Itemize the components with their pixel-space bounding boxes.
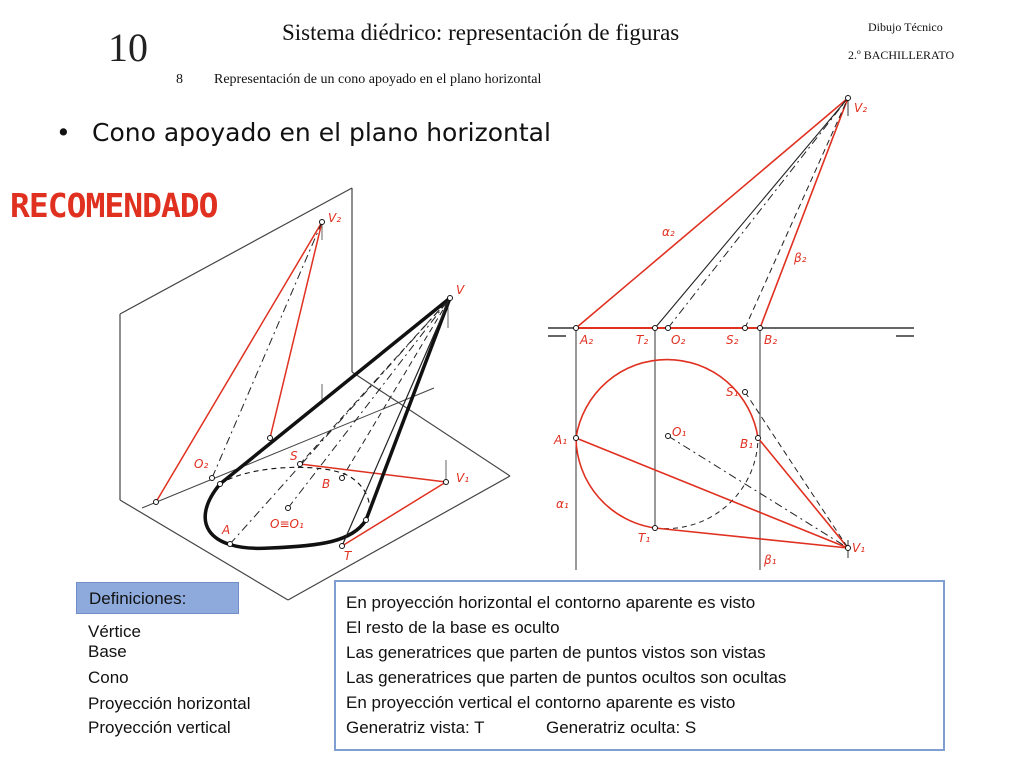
label-left-t: T bbox=[344, 549, 352, 563]
label-right-a2: A₂ bbox=[580, 333, 594, 347]
label-left-o-o1: O≡O₁ bbox=[270, 517, 304, 531]
label-right-b2: B₂ bbox=[764, 333, 778, 347]
label-left-o2: O₂ bbox=[194, 457, 209, 471]
slide-number: 10 bbox=[108, 25, 148, 70]
label-right-b1: B₁ bbox=[740, 437, 754, 451]
definitions-header: Definiciones: bbox=[76, 582, 239, 614]
explanation-line: Las generatrices que parten de puntos vistos son vistas bbox=[346, 643, 766, 662]
explanation-line: En proyección vertical el contorno aparente es visto bbox=[346, 693, 736, 712]
label-right-beta1: β₁ bbox=[764, 553, 777, 567]
definition-item: Vértice bbox=[88, 622, 141, 641]
course-level: 2.º BACHILLERATO bbox=[848, 48, 955, 62]
label-right-s1: S₁ bbox=[726, 385, 739, 399]
explanation-line: En proyección horizontal el contorno aparente es visto bbox=[346, 593, 756, 612]
label-left-v1: V₁ bbox=[456, 471, 470, 485]
label-left-v2: V₂ bbox=[328, 211, 342, 225]
recommended-label: RECOMENDADO bbox=[10, 186, 218, 225]
label-left-a: A bbox=[222, 523, 231, 537]
label-right-o2: O₂ bbox=[671, 333, 686, 347]
label-right-v2: V₂ bbox=[854, 101, 868, 115]
definition-item: Base bbox=[88, 642, 127, 661]
hidden-generatrix: Generatriz oculta: S bbox=[546, 718, 697, 737]
vertical-plane bbox=[120, 188, 352, 500]
explanation-line: Las generatrices que parten de puntos ocultos son ocultas bbox=[346, 668, 787, 687]
label-left-s: S bbox=[290, 449, 298, 463]
definition-item: Proyección vertical bbox=[88, 718, 231, 737]
label-right-beta2: β₂ bbox=[794, 251, 807, 265]
label-right-o1: O₁ bbox=[672, 425, 687, 439]
label-right-t1: T₁ bbox=[638, 531, 651, 545]
label-left-b: B bbox=[322, 477, 331, 491]
label-left-v: V bbox=[456, 283, 465, 297]
isometric-view bbox=[120, 188, 510, 600]
section-heading: Cono apoyado en el plano horizontal bbox=[92, 118, 551, 147]
label-right-alpha2: α₂ bbox=[662, 225, 675, 239]
subtitle-number: 8 bbox=[176, 72, 183, 87]
label-right-t2: T₂ bbox=[636, 333, 649, 347]
definition-item: Proyección horizontal bbox=[88, 694, 251, 713]
page-subtitle: Representación de un cono apoyado en el plano horizontal bbox=[214, 72, 542, 87]
dihedral-view bbox=[548, 96, 914, 571]
visible-generatrix: Generatriz vista: T bbox=[346, 718, 485, 737]
explanation-line: El resto de la base es oculto bbox=[346, 618, 560, 637]
label-right-v1: V₁ bbox=[852, 541, 866, 555]
label-right-a1: A₁ bbox=[554, 433, 568, 447]
label-right-alpha1: α₁ bbox=[556, 497, 569, 511]
definition-item: Cono bbox=[88, 668, 129, 687]
page-title: Sistema diédrico: representación de figuras bbox=[282, 20, 680, 45]
label-right-s2: S₂ bbox=[726, 333, 739, 347]
bullet-icon: • bbox=[56, 118, 71, 147]
course-name: Dibujo Técnico bbox=[868, 20, 943, 34]
